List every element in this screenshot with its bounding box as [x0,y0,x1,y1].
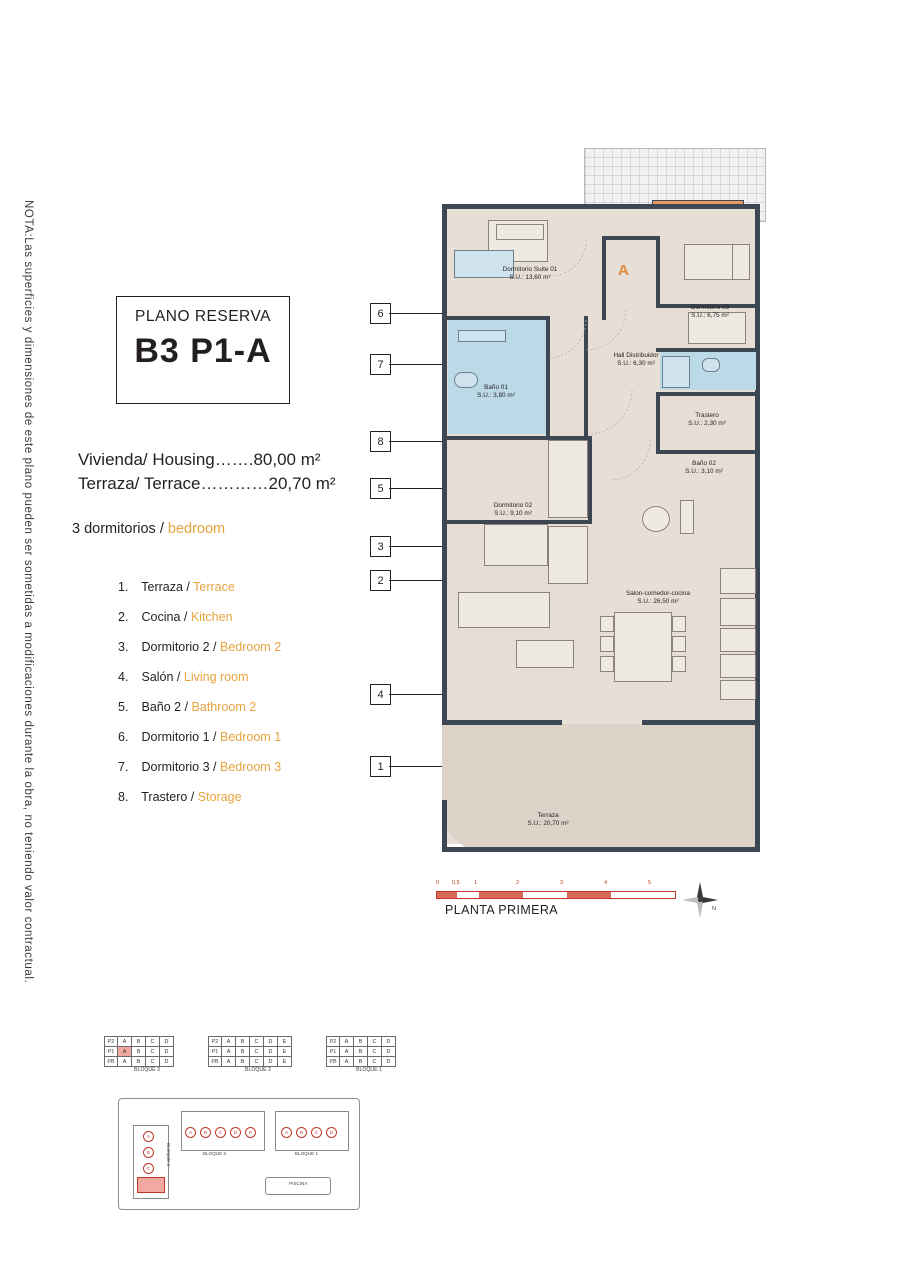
list-item [118,722,418,752]
scale-tick: 2 [516,880,520,886]
legend-label-en: Living room [183,670,249,684]
block-table-1[interactable] [326,1036,412,1073]
legend-number: 5. [118,700,129,714]
disclaimer-note: NOTA:Las superficies y dimensiones de este plano pueden ser sometidas a modificaciones durante la obra, no teniendo valor contractual. [22,200,34,984]
unit-cell[interactable]: B [354,1047,368,1057]
scale-bar-graphic [436,891,676,899]
terrace-fill [442,724,760,852]
toilet-02 [702,358,720,372]
kitchen-fridge [720,680,756,700]
callout-7: 7 [370,354,391,375]
legend-label-en: Terrace [193,580,235,594]
callout-1: 1 [370,756,391,777]
row-header: P2 [209,1037,222,1047]
unit-cell[interactable]: D [382,1047,396,1057]
scale-bar [436,880,676,899]
floor-selector-tables [104,1036,430,1073]
unit-cell[interactable]: B [132,1037,146,1047]
scale-tick: 0 [436,880,440,886]
legend-number: 7. [118,760,129,774]
kitchen-dishwasher [720,628,756,652]
partition-g [656,236,660,306]
legend-label-es: Terraza / [141,580,190,594]
unit-cell[interactable]: B [132,1047,146,1057]
zone-letter-a: A [618,262,629,279]
site-unit-b3-a[interactable]: A [143,1131,154,1142]
bedroom-count [72,521,225,537]
site-unit-b1-a[interactable]: A [281,1127,292,1138]
coffee-table [516,640,574,668]
site-block-2-label: BLOQUE 2 [203,1151,226,1156]
legend-number: 2. [118,610,129,624]
unit-cell[interactable]: A [340,1047,354,1057]
room-label-bath-02 [654,460,754,477]
plan-caption: PLANTA PRIMERA [445,903,559,917]
sofa [458,592,550,628]
unit-cell[interactable]: C [368,1047,382,1057]
callout-5: 5 [370,478,391,499]
room-name: Dormitorio 02 [493,502,533,509]
callout-6: 6 [370,303,391,324]
block-caption: BLOQUE 2 [245,1067,271,1073]
room-label-storage [652,412,762,429]
row-header: PB [327,1057,340,1067]
row-header: P1 [105,1047,118,1057]
kitchen-oven [720,654,756,678]
site-unit-b2-e[interactable]: E [245,1127,256,1138]
row-header: P1 [209,1047,222,1057]
legend-label-es: Baño 2 / [141,700,189,714]
site-unit-b1-d[interactable]: D [326,1127,337,1138]
wall-left [442,204,447,724]
table-row[interactable] [327,1037,396,1047]
wall-terrace-top-2 [642,720,760,725]
table-row[interactable] [327,1057,396,1067]
unit-cell[interactable]: B [354,1057,368,1067]
scale-tick: 1 [474,880,478,886]
list-item [118,602,418,632]
bed-03 [684,244,738,280]
table-row[interactable] [327,1047,396,1057]
legend-number: 4. [118,670,129,684]
chair [600,616,614,632]
block-caption: BLOQUE 3 [134,1067,160,1073]
wall-right [755,204,760,852]
bed-suite-01-pillow [496,224,544,240]
room-area: S.U.: 3,10 m² [685,468,723,476]
unit-cell[interactable]: C [146,1047,160,1057]
partition-k [656,392,760,396]
room-label-living [588,590,728,607]
scale-tick: 0,5 [452,880,460,886]
unit-cell[interactable]: D [264,1037,278,1047]
unit-cell[interactable]: A [118,1037,132,1047]
legend-label-en: Bathroom 2 [191,700,257,714]
sink-01 [458,330,506,342]
row-header: P2 [327,1037,340,1047]
legend-number: 6. [118,730,129,744]
site-unit-b2-a[interactable]: A [185,1127,196,1138]
unit-cell[interactable]: E [278,1037,292,1047]
unit-cell[interactable]: B [354,1037,368,1047]
site-unit-b1-b[interactable]: B [296,1127,307,1138]
scale-tick: 4 [604,880,608,886]
bed-02 [484,524,548,566]
room-area: S.U.: 6,75 m² [691,312,729,320]
site-unit-b3-b[interactable]: B [143,1147,154,1158]
table-row[interactable] [105,1037,174,1047]
chair [600,636,614,652]
row-header: P2 [105,1037,118,1047]
unit-cell[interactable]: C [368,1037,382,1047]
wardrobe-03 [732,244,750,280]
room-label-terrace [478,812,618,829]
plan-title-box [116,296,290,404]
legend-label-es: Trastero / [141,790,195,804]
callout-4: 4 [370,684,391,705]
chair [672,656,686,672]
room-label-suite-01 [460,266,600,283]
compass-north-label: N [712,906,716,912]
chair [672,636,686,652]
wall-terrace-left [442,800,447,852]
unit-cell[interactable]: E [278,1047,292,1057]
unit-cell-selected[interactable]: A [118,1047,132,1057]
unit-cell[interactable]: D [264,1047,278,1057]
legend-number: 1. [118,580,129,594]
table-row[interactable] [105,1057,174,1067]
room-area: S.U.: 9,10 m² [494,510,532,518]
unit-cell[interactable]: B [236,1057,250,1067]
unit-cell[interactable]: C [368,1057,382,1067]
unit-cell[interactable]: A [222,1047,236,1057]
room-name: Hall Distribuidor [613,352,659,359]
plan-title-line2: B3 P1-A [134,332,272,370]
legend-label-en: Bedroom 1 [220,730,282,744]
legend-label-es: Dormitorio 3 / [141,760,217,774]
room-label-dorm-02 [458,502,568,519]
partition-d [584,316,588,440]
unit-cell[interactable]: D [382,1057,396,1067]
unit-cell[interactable]: B [236,1047,250,1057]
chair [600,656,614,672]
room-area: S.U.: 3,80 m² [477,392,515,400]
compass-icon [680,880,720,920]
legend-label-es: Salón / [141,670,181,684]
unit-cell[interactable]: D [264,1057,278,1067]
room-area: S.U.: 2,30 m² [688,420,726,428]
room-name: Baño 02 [692,460,716,467]
block-table-3[interactable] [104,1036,190,1073]
room-name: Baño 01 [484,384,508,391]
site-unit-b2-b[interactable]: B [200,1127,211,1138]
legend-label-en: Bedroom 3 [220,760,282,774]
legend-label-en: Kitchen [190,610,233,624]
block-caption: BLOQUE 1 [356,1067,382,1073]
acs-unit [642,506,670,532]
site-pool [265,1177,331,1195]
row-header: PB [105,1057,118,1067]
room-area: S.U.: 6,30 m² [617,360,655,368]
unit-cell[interactable]: A [222,1057,236,1067]
partition-l [656,450,760,454]
legend-label-es: Dormitorio 2 / [141,640,217,654]
floor-plan [436,140,776,920]
table-row[interactable] [209,1037,292,1047]
site-unit-b2-d[interactable]: D [230,1127,241,1138]
wall-terrace-top [442,720,562,725]
unit-cell[interactable]: A [222,1037,236,1047]
list-item [118,632,418,662]
room-name: Dormitorio Suite 01 [502,266,558,273]
legend-label-es: Cocina / [141,610,188,624]
unit-cell[interactable]: D [382,1037,396,1047]
unit-cell[interactable]: C [250,1047,264,1057]
room-area: S.U.: 26,50 m² [637,598,679,606]
unit-cell[interactable]: D [160,1037,174,1047]
site-unit-b3-c[interactable]: C [143,1163,154,1174]
unit-cell[interactable]: C [146,1057,160,1067]
unit-cell[interactable]: C [250,1057,264,1067]
unit-cell[interactable]: C [250,1037,264,1047]
wall-top [442,204,760,209]
room-area: S.U.: 13,60 m² [509,274,551,282]
room-name: Dormitorio 03 [690,304,730,311]
site-plan [118,1098,360,1210]
partition-f [602,236,660,240]
chair [672,616,686,632]
area-summary [78,450,408,498]
unit-cell[interactable]: A [340,1057,354,1067]
unit-cell[interactable]: A [340,1037,354,1047]
unit-cell[interactable]: D [160,1047,174,1057]
room-name: Salon-comedor-cocina [626,590,690,597]
unit-cell[interactable]: A [118,1057,132,1067]
bedroom-count-es: 3 dormitorios / [72,521,164,537]
callout-8: 8 [370,431,391,452]
legend-label-es: Dormitorio 1 / [141,730,217,744]
partition-c [546,316,550,440]
wall-bottom [442,847,760,852]
unit-cell[interactable]: D [160,1057,174,1067]
block-table-2[interactable] [208,1036,308,1073]
room-area: S.U.: 20,70 m² [527,820,569,828]
unit-cell[interactable]: C [146,1037,160,1047]
site-pool-label: PISCINA [289,1181,308,1186]
legend-label-en: Bedroom 2 [220,640,282,654]
callout-2: 2 [370,570,391,591]
site-block-3-label: BLOQUE 3 [166,1143,171,1166]
unit-cell[interactable]: B [236,1037,250,1047]
site-unit-b2-c[interactable]: C [215,1127,226,1138]
unit-cell[interactable]: B [132,1057,146,1067]
row-header: P1 [327,1047,340,1057]
extractor-duct [680,500,694,534]
room-name: Trastero [695,412,719,419]
bedroom-count-en: bedroom [167,521,226,537]
legend-number: 8. [118,790,129,804]
callout-3: 3 [370,536,391,557]
site-unit-b1-c[interactable]: C [311,1127,322,1138]
room-name: Terraza [537,812,559,819]
scale-tick: 3 [560,880,564,886]
legend-label-en: Storage [197,790,242,804]
wardrobe-02 [548,526,588,584]
housing-area: Vivienda/ Housing…….80,00 m² [78,450,321,469]
room-label-hall [586,352,686,369]
terrace-area: Terraza/ Terrace…………20,70 m² [78,474,336,493]
partition-m [588,436,592,524]
scale-tick: 5 [648,880,652,886]
table-row[interactable] [209,1047,292,1057]
room-label-dorm-03 [650,304,770,321]
site-block-1-label: BLOQUE 1 [295,1151,318,1156]
table-row[interactable] [105,1047,174,1057]
partition-e [602,236,606,320]
unit-cell[interactable]: E [278,1057,292,1067]
dining-table [614,612,672,682]
room-label-bath-01 [446,384,546,401]
legend-number: 3. [118,640,129,654]
table-row[interactable] [209,1057,292,1067]
plan-title-line1: PLANO RESERVA [134,308,271,325]
row-header: PB [209,1057,222,1067]
site-unit-b3-d-selected[interactable] [137,1177,165,1193]
list-item [118,782,418,812]
